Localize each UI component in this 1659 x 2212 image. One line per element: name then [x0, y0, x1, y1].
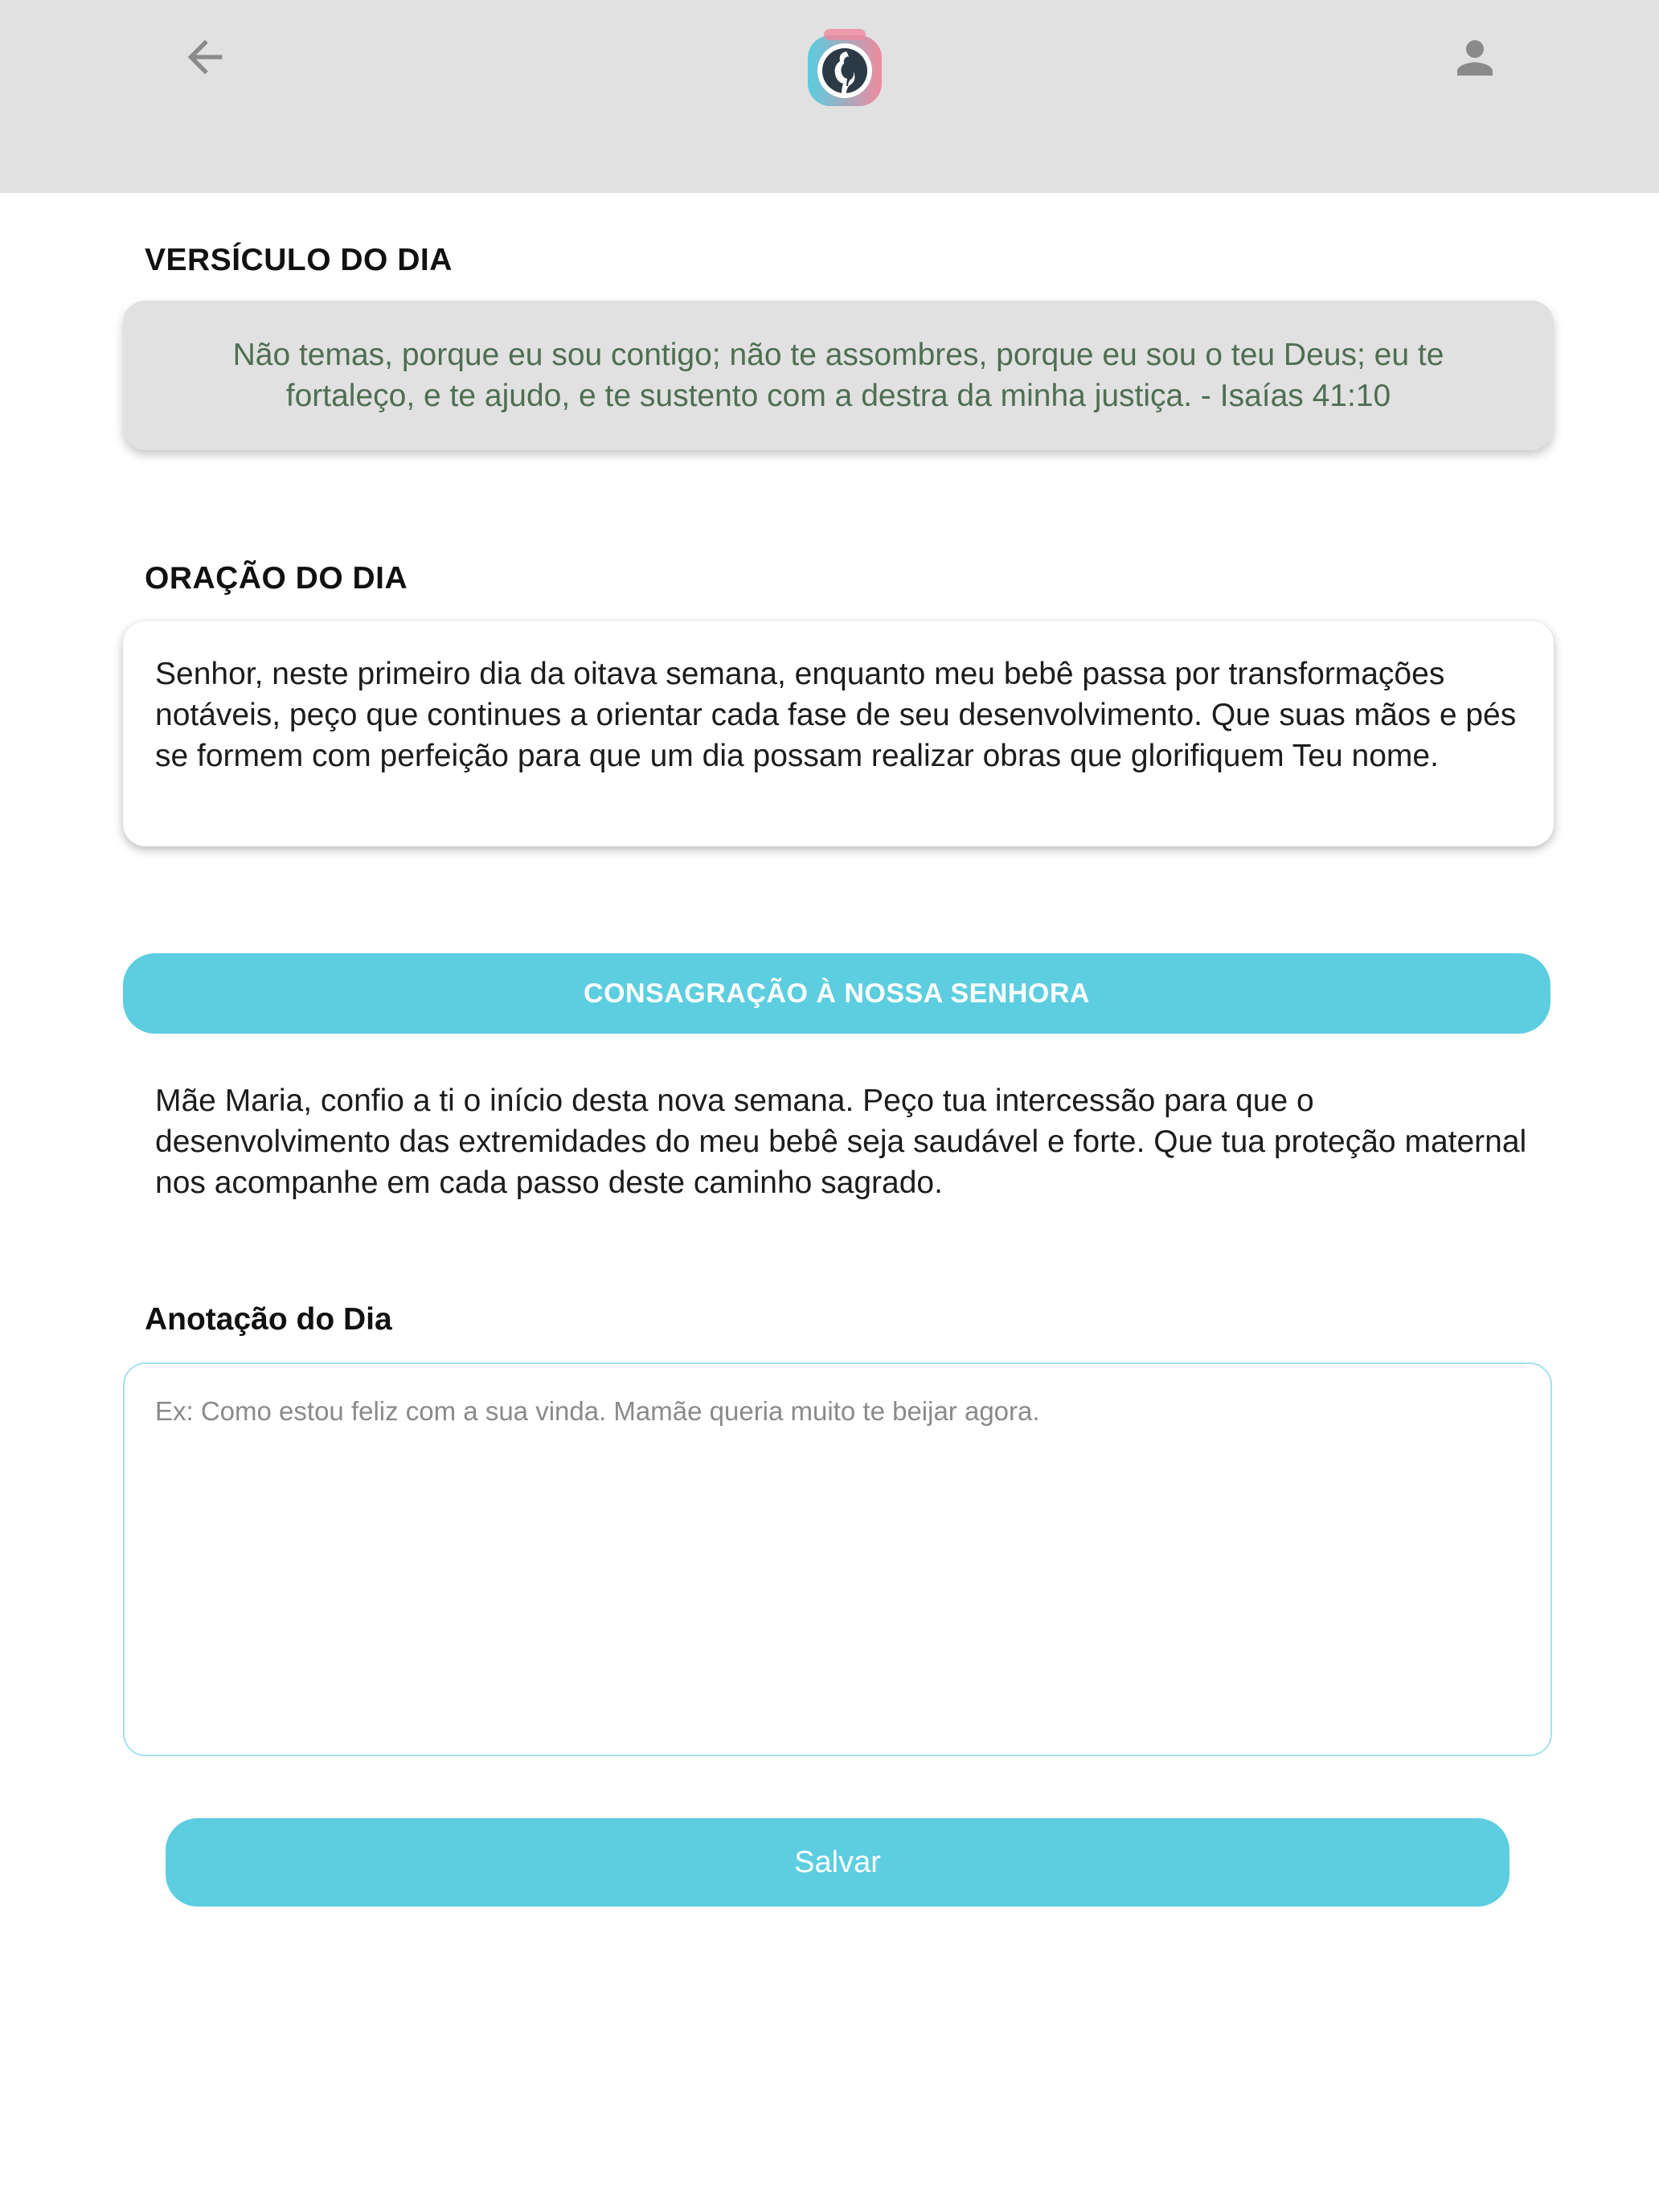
app-header [0, 0, 1659, 193]
back-button[interactable] [173, 29, 237, 85]
verse-text: Não temas, porque eu sou contigo; não te assombres, porque eu sou o teu Deus; eu te fortaleço, e te ajudo, e te sustento com a destra da minha justiça. - Isaías 41:10 [232, 338, 1444, 413]
verse-card [123, 301, 1554, 450]
prayer-section-title: ORAÇÃO DO DIA [145, 561, 408, 596]
consecration-text: Mãe Maria, confio a ti o início desta nova semana. Peço tua intercessão para que o desenvolvimento das extremidades do meu bebê seja saudável e forte. Que tua proteção maternal nos acompanhe em cada passo deste caminho sagrado. [155, 1083, 1527, 1200]
person-icon [1448, 31, 1501, 84]
verse-section-title: VERSÍCULO DO DIA [145, 243, 453, 277]
save-button[interactable]: Salvar [166, 1818, 1509, 1907]
profile-button[interactable] [1443, 26, 1507, 90]
arrow-left-icon [179, 31, 231, 83]
prayer-card [123, 621, 1554, 846]
consecration-button[interactable]: CONSAGRAÇÃO À NOSSA SENHORA [123, 953, 1550, 1034]
note-textarea[interactable] [123, 1362, 1552, 1756]
prayer-text: Senhor, neste primeiro dia da oitava semana, enquanto meu bebê passa por transformações notáveis, peço que continues a orientar cada fase de seu desenvolvimento. Que suas mãos e pés se formem com perfeição para que um dia possam realizar obras que glorifiquem Teu nome. [155, 657, 1517, 773]
pregnant-silhouette-logo-icon [800, 24, 890, 114]
app-logo [800, 24, 890, 114]
note-label: Anotação do Dia [145, 1302, 392, 1337]
